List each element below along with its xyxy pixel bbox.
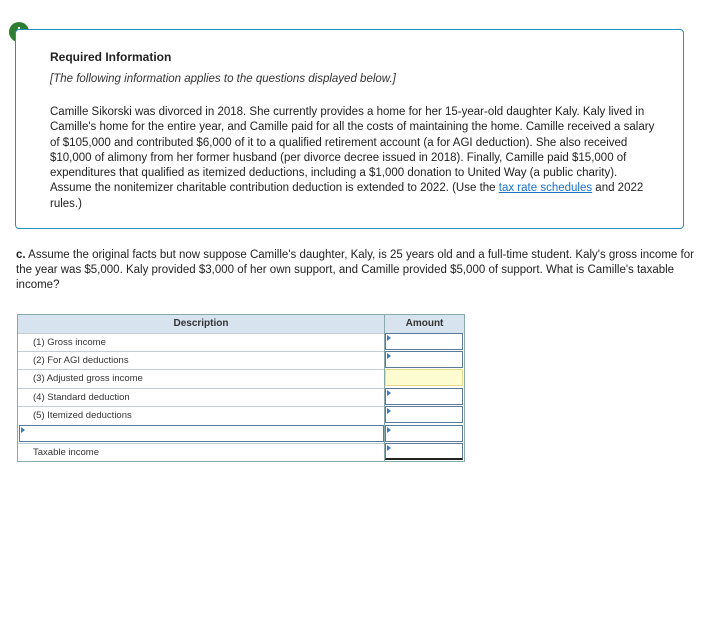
row-gross-income-label: (1) Gross income — [18, 333, 384, 351]
input-marker-icon — [387, 353, 391, 359]
row-standard-deduction-label: (4) Standard deduction — [18, 388, 384, 406]
input-marker-icon — [387, 408, 391, 414]
gross-income-amount-input[interactable] — [385, 333, 463, 350]
column-header-description: Description — [18, 315, 385, 333]
input-marker-icon — [21, 427, 25, 433]
taxable-income-table — [17, 314, 465, 462]
required-information-box — [15, 29, 684, 229]
info-paragraph-text: Camille Sikorski was divorced in 2018. She currently provides a home for her 15-year-old daughter Kaly. Kaly lived in Camille's home for the entire year, and Camille paid for all the costs of maintaining the home. Camille received a salary of $105,000 and contributed $6,000 of it to a qualified retirement account (a for AGI deduction). She also received $10,000 of alimony from her former husband (per divorce decree issued in 2018). Finally, Camille paid $15,000 of expenditures that qualified as itemized deductions, including a $1,000 donation to United Way (a public charity). Assume the nonitemizer charitable contribution deduction is extended to 2022. (Use the — [50, 106, 655, 195]
input-marker-icon — [387, 427, 391, 433]
taxable-income-amount-input[interactable] — [385, 443, 463, 460]
input-marker-icon — [387, 445, 391, 451]
question-c — [16, 248, 712, 293]
info-paragraph-tail: and 2022 rules.) — [50, 182, 644, 210]
standard-deduction-amount-input[interactable] — [385, 388, 463, 405]
row-taxable-income-label: Taxable income — [18, 443, 384, 461]
row-for-agi-deductions-label: (2) For AGI deductions — [18, 351, 384, 369]
question-label: c. — [16, 249, 26, 261]
info-subtitle: [The following information applies to the questions displayed below.] — [50, 73, 396, 85]
tax-rate-schedules-link[interactable]: tax rate schedules — [498, 182, 593, 195]
row-itemized-deductions-label: (5) Itemized deductions — [18, 406, 384, 424]
info-paragraph — [50, 105, 656, 212]
question-text: Assume the original facts but now suppose Camille's daughter, Kaly, is 25 years old and a full-time student. Kaly's gross income for the year was $5,000. Kaly provided $3,000 of her own support, and Camille provided $5,000 of support. What is Camille's taxable income? — [16, 249, 694, 291]
row-adjusted-gross-income-label: (3) Adjusted gross income — [18, 369, 384, 387]
input-marker-icon — [387, 390, 391, 396]
blank-description-select[interactable] — [19, 425, 384, 442]
adjusted-gross-income-amount-field[interactable] — [385, 369, 463, 386]
input-marker-icon — [387, 335, 391, 341]
for-agi-deductions-amount-input[interactable] — [385, 351, 463, 368]
blank-row-amount-input[interactable] — [385, 425, 463, 442]
info-title: Required Information — [50, 50, 172, 64]
itemized-deductions-amount-input[interactable] — [385, 406, 463, 423]
column-header-amount: Amount — [385, 315, 464, 333]
